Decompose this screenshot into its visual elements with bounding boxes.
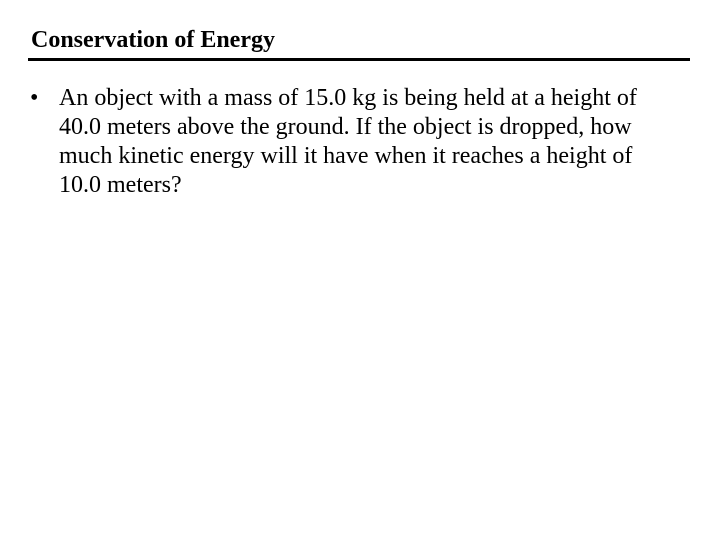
- bullet-list: [30, 84, 670, 200]
- title-divider: [28, 58, 690, 61]
- bullet-text: An object with a mass of 15.0 kg is being held at a height of 40.0 meters above the ground. If the object is dropped, how much kinetic energy will it have when it reaches a height of 10.0 meters?: [59, 85, 637, 198]
- bullet-icon: •: [30, 85, 39, 111]
- bullet-item: [30, 84, 670, 200]
- slide-title: Conservation of Energy: [31, 27, 275, 53]
